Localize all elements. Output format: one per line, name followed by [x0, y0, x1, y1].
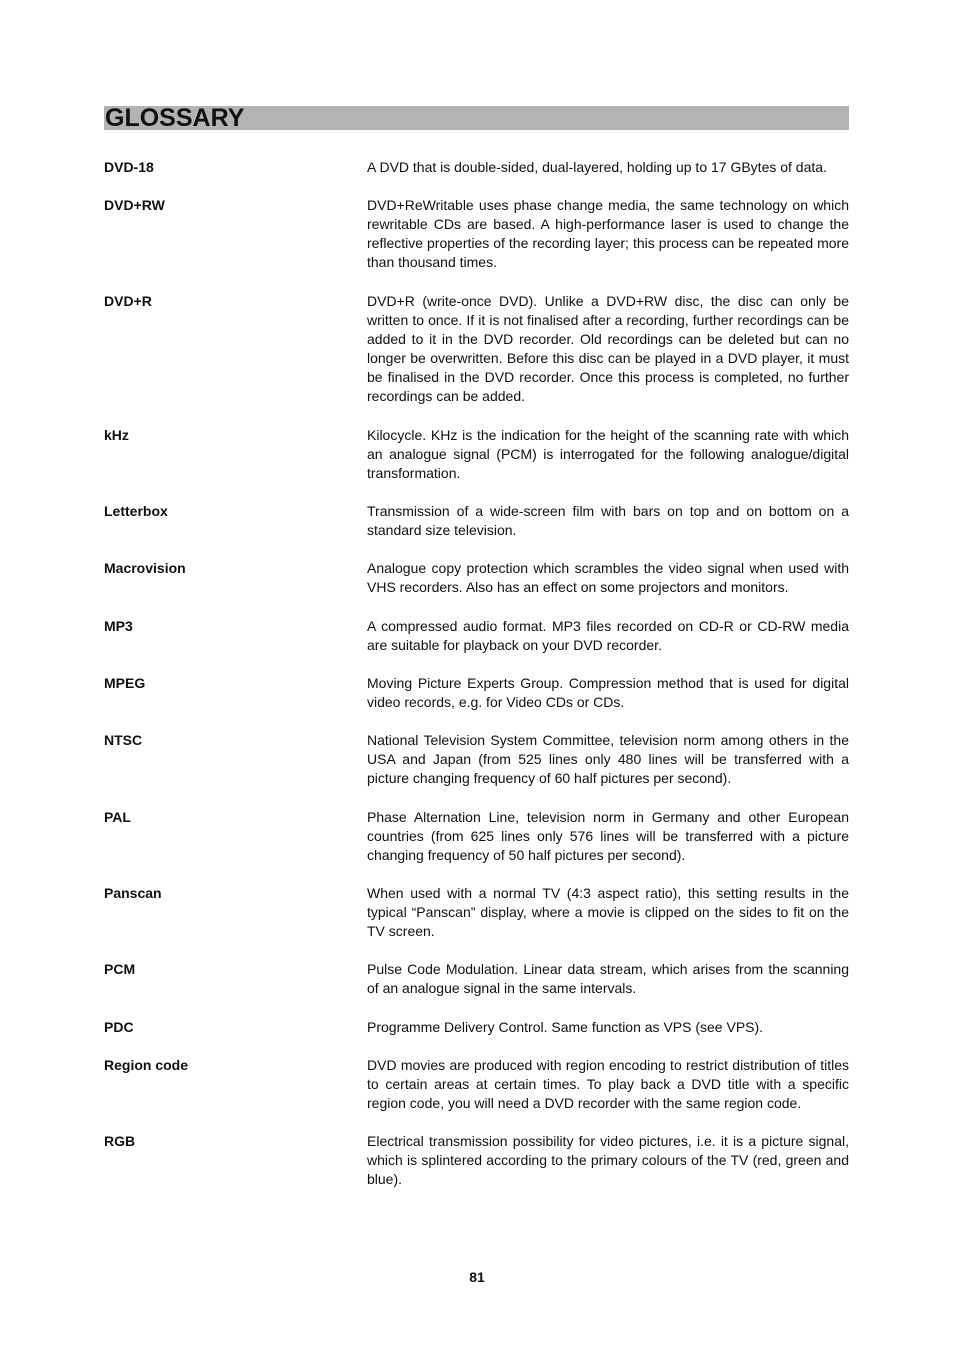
glossary-term: DVD-18 [104, 159, 154, 175]
glossary-term: RGB [104, 1133, 136, 1149]
glossary-term: MP3 [104, 618, 133, 634]
page-number: 81 [469, 1269, 485, 1285]
glossary-term: Letterbox [104, 503, 168, 519]
glossary-definition: DVD+ReWritable uses phase change media, the same technology on which rewritable CDs are based. A high-performance laser is used to change the reflective properties of the recording layer; this process can be repeated more than thousand times. [367, 197, 849, 271]
glossary-term: Region code [104, 1057, 189, 1073]
glossary-definition: When used with a normal TV (4:3 aspect ratio), this setting results in the typical “Panscan” display, where a movie is clipped on the sides to fit on the TV screen. [367, 885, 849, 940]
glossary-term: MPEG [104, 675, 146, 691]
glossary-term: kHz [104, 427, 129, 443]
glossary-term: PAL [104, 809, 131, 825]
glossary-term: PDC [104, 1019, 134, 1035]
glossary-definition: National Television System Committee, television norm among others in the USA and Japan (from 525 lines only 480 lines will be transferred with a picture changing frequency of 60 half pictures per second). [367, 732, 849, 787]
glossary-definition: Transmission of a wide-screen film with bars on top and on bottom on a standard size television. [367, 503, 849, 539]
glossary-definition: Pulse Code Modulation. Linear data stream, which arises from the scanning of an analogue signal in the same intervals. [367, 961, 849, 997]
glossary-term: PCM [104, 961, 136, 977]
glossary-term: NTSC [104, 732, 143, 748]
glossary-term: DVD+R [104, 293, 152, 309]
glossary-definition: DVD+R (write-once DVD). Unlike a DVD+RW disc, the disc can only be written to once. If it is not finalised after a recording, further recordings can be added to it in the DVD recorder. Old recordings can be deleted but can no longer be overwritten. Before this disc can be played in a DVD player, it must be finalised in the DVD recorder. Once this process is completed, no further recordings can be added. [367, 293, 849, 405]
title-bar [104, 106, 849, 130]
glossary-definition: DVD movies are produced with region encoding to restrict distribution of titles to certain areas at certain times. To play back a DVD title with a specific region code, you will need a DVD recorder with the same region code. [367, 1057, 849, 1112]
glossary-term: DVD+RW [104, 197, 165, 213]
glossary-definition: Kilocycle. KHz is the indication for the height of the scanning rate with which an analogue signal (PCM) is interrogated for the following analogue/digital transformation. [367, 427, 849, 482]
page-title: GLOSSARY [105, 104, 245, 132]
glossary-definition: Moving Picture Experts Group. Compression method that is used for digital video records, e.g. for Video CDs or CDs. [367, 675, 849, 711]
glossary-definition: Electrical transmission possibility for video pictures, i.e. it is a picture signal, which is splintered according to the primary colours of the TV (red, green and blue). [367, 1133, 849, 1188]
glossary-definition: A compressed audio format. MP3 files recorded on CD-R or CD-RW media are suitable for playback on your DVD recorder. [367, 618, 849, 654]
glossary-term: Macrovision [104, 560, 186, 576]
glossary-definition: A DVD that is double-sided, dual-layered, holding up to 17 GBytes of data. [367, 159, 827, 175]
glossary-term: Panscan [104, 885, 162, 901]
glossary-definition: Analogue copy protection which scrambles the video signal when used with VHS recorders. Also has an effect on some projectors and monitors. [367, 560, 849, 596]
glossary-definition: Programme Delivery Control. Same function as VPS (see VPS). [367, 1019, 764, 1035]
glossary-definition: Phase Alternation Line, television norm in Germany and other European countries (from 625 lines only 576 lines will be transferred with a picture changing frequency of 50 half pictures per second). [367, 809, 849, 864]
